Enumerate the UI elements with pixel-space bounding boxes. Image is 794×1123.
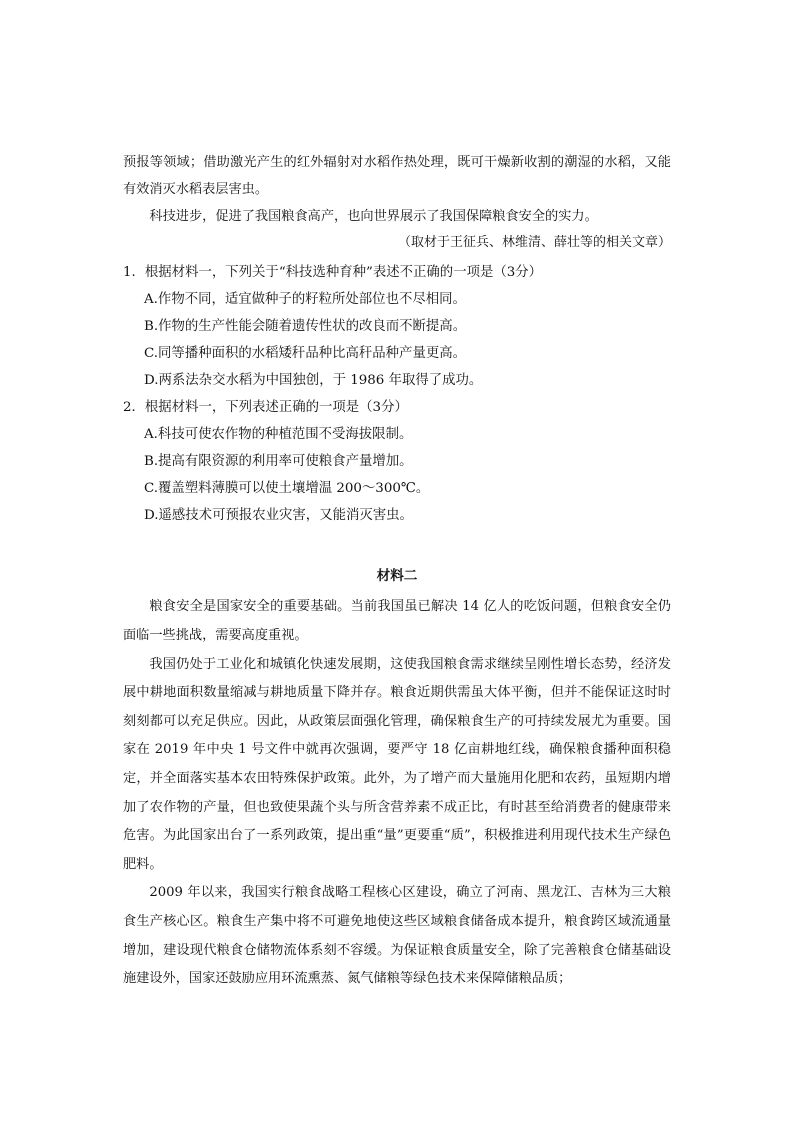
material2-title: 材料二 bbox=[376, 568, 418, 585]
question-2-stem: 2．根据材料一，下列表述正确的一项是（3分） bbox=[123, 400, 408, 416]
material2-paragraph-3: 2009 年以来，我国实行粮食战略工程核心区建设，确立了河南、黑龙江、吉林为三大粮食生产核心区。粮食生产集中将不可避免地使这些区域粮食储备成本提升，粮食跨区域流通量增加，建设现代粮食仓储物流体系刻不容缓。为保证粮食质量安全，除了完善粮食仓储基础设施建设外，国家还鼓励应用环流熏蒸、氮气储粮等绿色技术来保障储粮品质； bbox=[123, 885, 671, 987]
question-1-option-a: A.作物不同，适宜做种子的籽粒所处部位也不尽相同。 bbox=[144, 292, 466, 308]
material2-section bbox=[123, 563, 671, 993]
question-2-option-c: C.覆盖塑料薄膜可以使土壤增温 200～300℃。 bbox=[144, 481, 430, 497]
material1-conclusion: 科技进步，促进了我国粮食高产，也向世界展示了我国保障粮食安全的实力。 bbox=[149, 208, 598, 224]
question-2 bbox=[123, 394, 671, 529]
question-2-option-b: B.提高有限资源的利用率可使粮食产量增加。 bbox=[144, 454, 413, 470]
material2-paragraph-2: 我国仍处于工业化和城镇化快速发展期，这使我国粮食需求继续呈刚性增长态势，经济发展中耕地面积数量缩减与耕地质量下降并存。粮食近期供需虽大体平衡，但并不能保证这时时刻刻都可以充足供应。因此，从政策层面强化管理，确保粮食生产的可持续发展尤为重要。国家在 2019 年中央 1 号文件中就再次强调，要严守 18 亿亩耕地红线，确保粮食播种面积稳定，并全面落实基本农田特殊保护政策。此外，为了增产而大量施用化肥和农药，虽短期内增加了农作物的产量，但也致使果蔬个头与所含营养素不成正比，有时甚至给消费者的健康带来危害。为此国家出台了一系列政策，提出重“量”更要重“质”，积极推进利用现代技术生产绿色肥料。 bbox=[123, 656, 671, 872]
question-1-option-d: D.两系法杂交水稻为中国独创，于 1986 年取得了成功。 bbox=[144, 373, 483, 389]
material2-paragraph-1: 粮食安全是国家安全的重要基础。当前我国虽已解决 14 亿人的吃饭问题，但粮食安全仍面临一些挑战，需要高度重视。 bbox=[123, 599, 671, 643]
question-1 bbox=[123, 259, 671, 394]
question-1-option-b: B.作物的生产性能会随着遗传性状的改良而不断提高。 bbox=[144, 319, 467, 335]
question-2-option-d: D.遥感技术可预报农业灾害，又能消灭害虫。 bbox=[144, 508, 413, 524]
question-1-stem: 1．根据材料一，下列关于“科技选种育种”表述不正确的一项是（3分） bbox=[123, 265, 543, 281]
material1-source-citation: （取材于王征兵、林维清、薛壮等的相关文章） bbox=[397, 235, 671, 251]
page-content bbox=[123, 150, 671, 994]
question-2-option-a: A.科技可使农作物的种植范围不受海拔限制。 bbox=[144, 427, 413, 443]
material1-paragraph-continuation: 预报等领域；借助激光产生的红外辐射对水稻作热处理，既可干燥新收割的潮湿的水稻，又能有效消灭水稻表层害虫。 bbox=[123, 155, 671, 197]
question-1-option-c: C.同等播种面积的水稻矮秆品种比高秆品种产量更高。 bbox=[144, 346, 467, 362]
